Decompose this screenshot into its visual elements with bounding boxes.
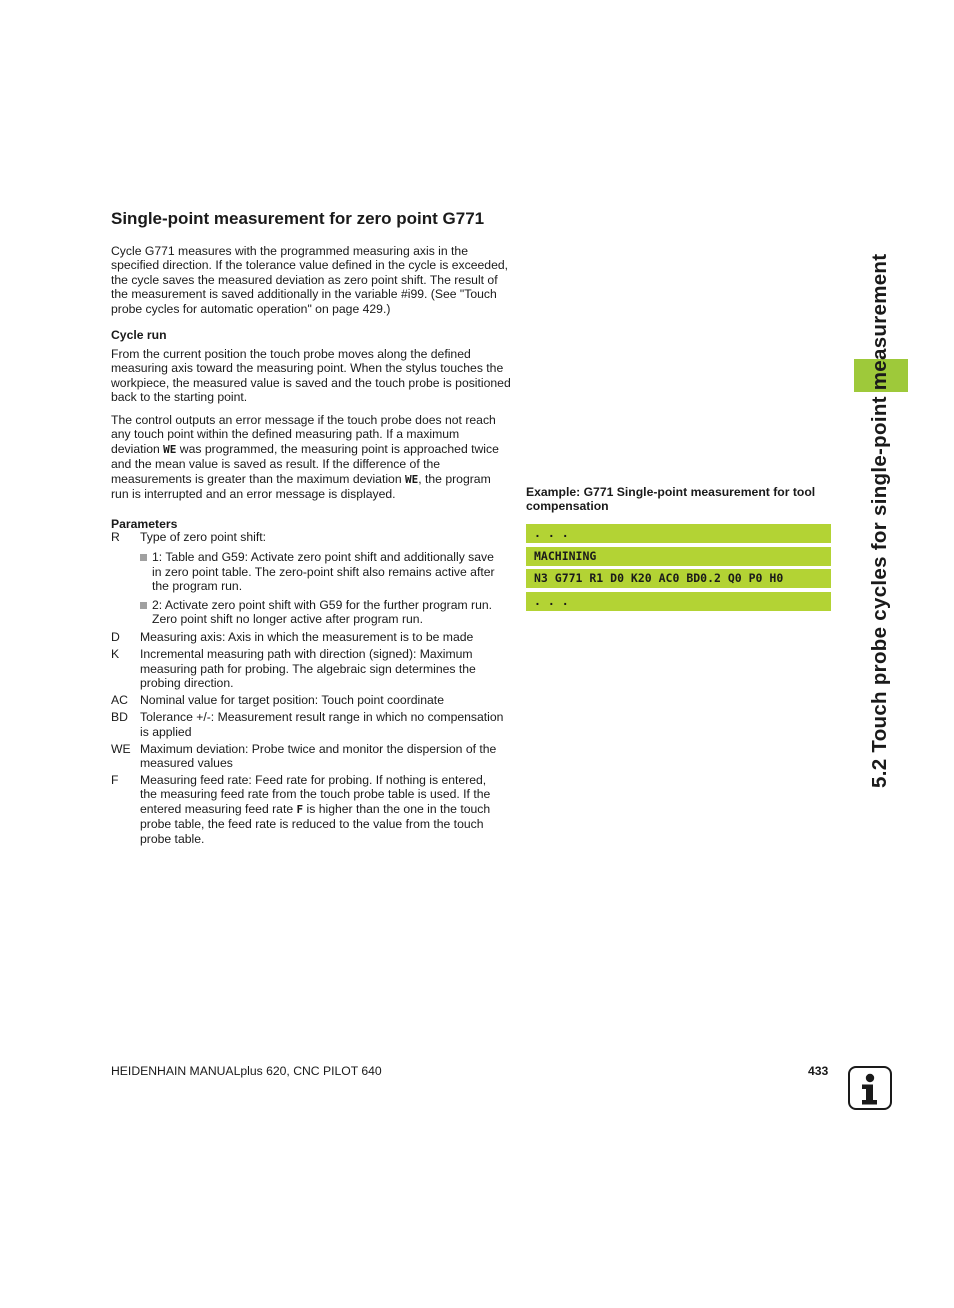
param-description: Nominal value for target position: Touch point coordinate — [140, 693, 444, 708]
param-description: Tolerance +/-: Measurement result range in which no compensation is applied — [140, 710, 504, 739]
param-code: D — [111, 630, 120, 645]
param-description: Maximum deviation: Probe twice and monitor the dispersion of the measured values — [140, 741, 497, 771]
section-title: Single-point measurement for zero point G771 — [111, 209, 485, 228]
bullet-square-icon — [140, 602, 147, 609]
code-we: WE — [405, 472, 419, 486]
param-row-ac — [111, 693, 506, 707]
code-line: N3 G771 R1 D0 K20 AC0 BD0.2 Q0 P0 H0 — [526, 569, 831, 588]
chapter-title-vertical: 5.2 Touch probe cycles for single-point measurement — [868, 253, 891, 788]
param-row-we — [111, 742, 506, 771]
param-description: Measuring feed rate: Feed rate for probing. If nothing is entered, the measuring feed rate from the touch probe table is used. If the entered measuring feed rate F is higher than the one in the touch probe table, the feed rate is reduced to the value from the touch probe table. — [140, 773, 491, 846]
param-code: F — [111, 773, 119, 788]
cycle-run-paragraph-2: The control outputs an error message if the touch probe does not reach any touch point within the defined measuring path. If a maximum deviation WE was programmed, the measuring point is approached twice and the mean value is saved as result. If the difference of the measurements is greater than the maximum deviation WE, the program run is interrupted and an error message is displayed. — [111, 413, 499, 502]
code-line: MACHINING — [526, 547, 831, 566]
param-code: BD — [111, 710, 128, 725]
code-f: F — [296, 802, 304, 816]
option-item: 2: Activate zero point shift with G59 for the further program run. Zero point shift no longer active after program run. — [140, 598, 506, 627]
param-row-k — [111, 647, 506, 690]
param-row-f — [111, 773, 506, 846]
parameters-heading: Parameters — [111, 517, 178, 531]
code-we: WE — [163, 442, 177, 456]
param-description: Type of zero point shift: — [140, 530, 267, 544]
bullet-square-icon — [140, 554, 147, 561]
code-line: . . . — [526, 592, 831, 611]
param-row-d — [111, 630, 506, 644]
param-code: R — [111, 530, 120, 544]
param-r-options — [111, 550, 506, 626]
param-description: Measuring axis: Axis in which the measurement is to be made — [140, 630, 474, 645]
cycle-run-paragraph-1: From the current position the touch probe moves along the defined measuring axis toward the measuring point. When the stylus touches the workpiece, the measured value is saved and the touch probe is positioned back to the starting point. — [111, 347, 511, 405]
param-code: AC — [111, 693, 128, 708]
example-code-block — [526, 524, 831, 614]
param-row-bd — [111, 710, 506, 739]
code-line: . . . — [526, 524, 831, 543]
parameter-list — [111, 530, 506, 849]
cycle-run-heading: Cycle run — [111, 328, 167, 342]
param-code: K — [111, 647, 120, 662]
footer-manual-title: HEIDENHAIN MANUALplus 620, CNC PILOT 640 — [111, 1064, 382, 1078]
intro-paragraph: Cycle G771 measures with the programmed measuring axis in the specified direction. If the tolerance value defined in the cycle is exceeded, the cycle saves the measured deviation as zero point shift. The result of the measurement is saved additionally in the variable #i99. (See "Touch probe cycles for automatic operation" on page 429.) — [111, 244, 509, 316]
info-icon — [848, 1066, 892, 1110]
param-code: WE — [111, 741, 131, 756]
option-item: 1: Table and G59: Activate zero point shift and additionally save in zero point table. The zero-point shift also remains active after the program run. — [140, 550, 506, 593]
param-row-r — [111, 530, 506, 544]
example-caption: Example: G771 Single-point measurement for tool compensation — [526, 485, 816, 514]
param-description: Incremental measuring path with direction (signed): Maximum measuring path for probing. The algebraic sign determines the probing direction. — [140, 647, 476, 691]
page-number: 433 — [808, 1064, 829, 1078]
